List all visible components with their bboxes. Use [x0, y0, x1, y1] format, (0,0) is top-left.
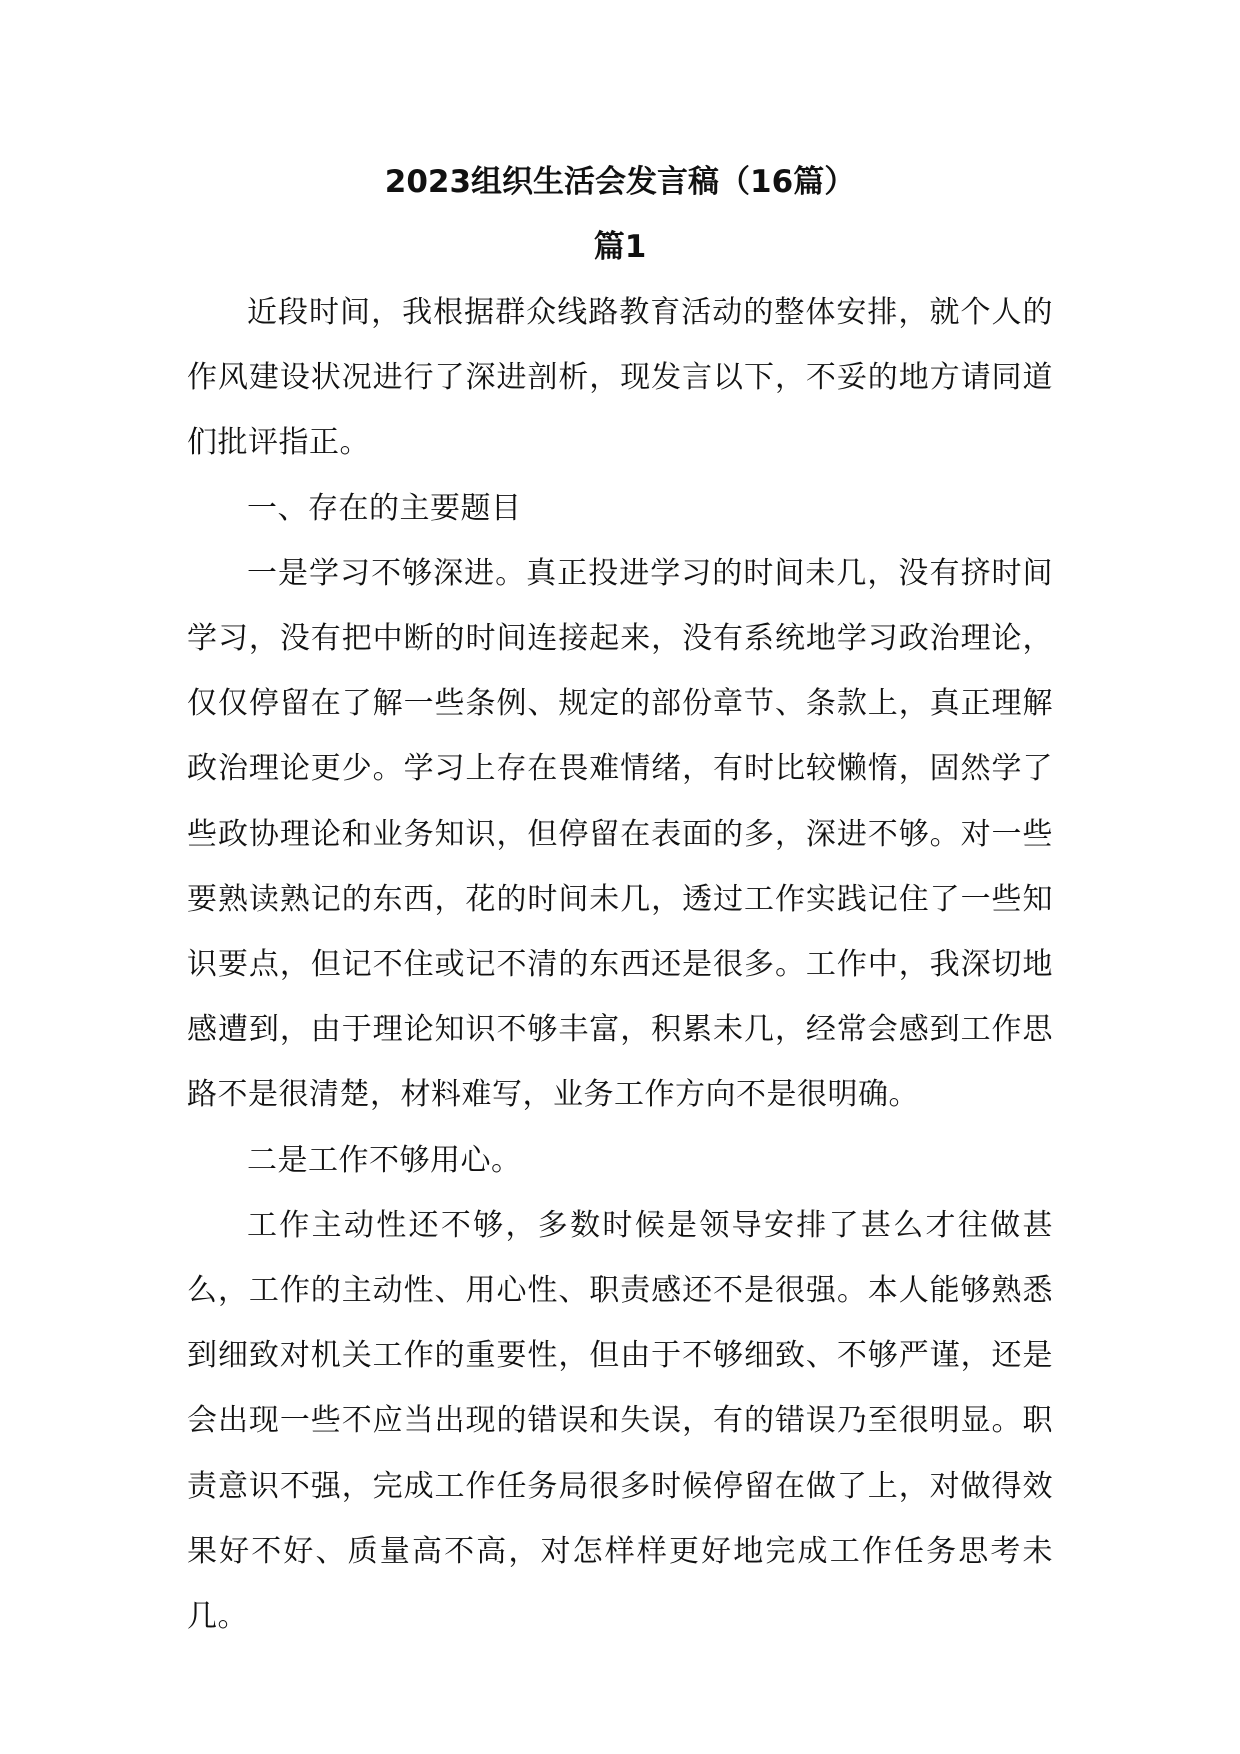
problems-heading: 一、存在的主要题目: [247, 490, 522, 526]
intro-paragraph: 近段时间，我根据群众线路教育活动的整体安排，就个人的作风建设状况进行了深进剖析，现发言以下，不妥的地方请同道们批评指正。: [187, 295, 1053, 461]
work-heading: 二是工作不够用心。: [247, 1142, 522, 1178]
document-body: [187, 280, 1053, 1649]
study-paragraph: 一是学习不够深进。真正投进学习的时间未几，没有挤时间学习，没有把中断的时间连接起来，没有系统地学习政治理论，仅仅停留在了解一些条例、规定的部份章节、条款上，真正理解政治理论更少。学习上存在畏难情绪，有时比较懒惰，固然学了些政协理论和业务知识，但停留在表面的多，深进不够。对一些要熟读熟记的东西，花的时间未几，透过工作实践记住了一些知识要点，但记不住或记不清的东西还是很多。工作中，我深切地感遭到，由于理论知识不够丰富，积累未几，经常会感到工作思路不是很清楚，材料难写，业务工作方向不是很明确。: [187, 555, 1053, 1113]
document-title: 2023组织生活会发言稿（16篇）: [384, 164, 856, 200]
section-heading: 篇1: [593, 229, 647, 265]
work-paragraph: 工作主动性还不够，多数时候是领导安排了甚么才往做甚么，工作的主动性、用心性、职责感还不是很强。本人能够熟悉到细致对机关工作的重要性，但由于不够细致、不够严谨，还是会出现一些不应当出现的错误和失误，有的错误乃至很明显。职责意识不强，完成工作任务局很多时候停留在做了上，对做得效果好不好、质量高不高，对怎样样更好地完成工作任务思考未几。: [187, 1207, 1053, 1635]
document-page: [187, 150, 1053, 1649]
